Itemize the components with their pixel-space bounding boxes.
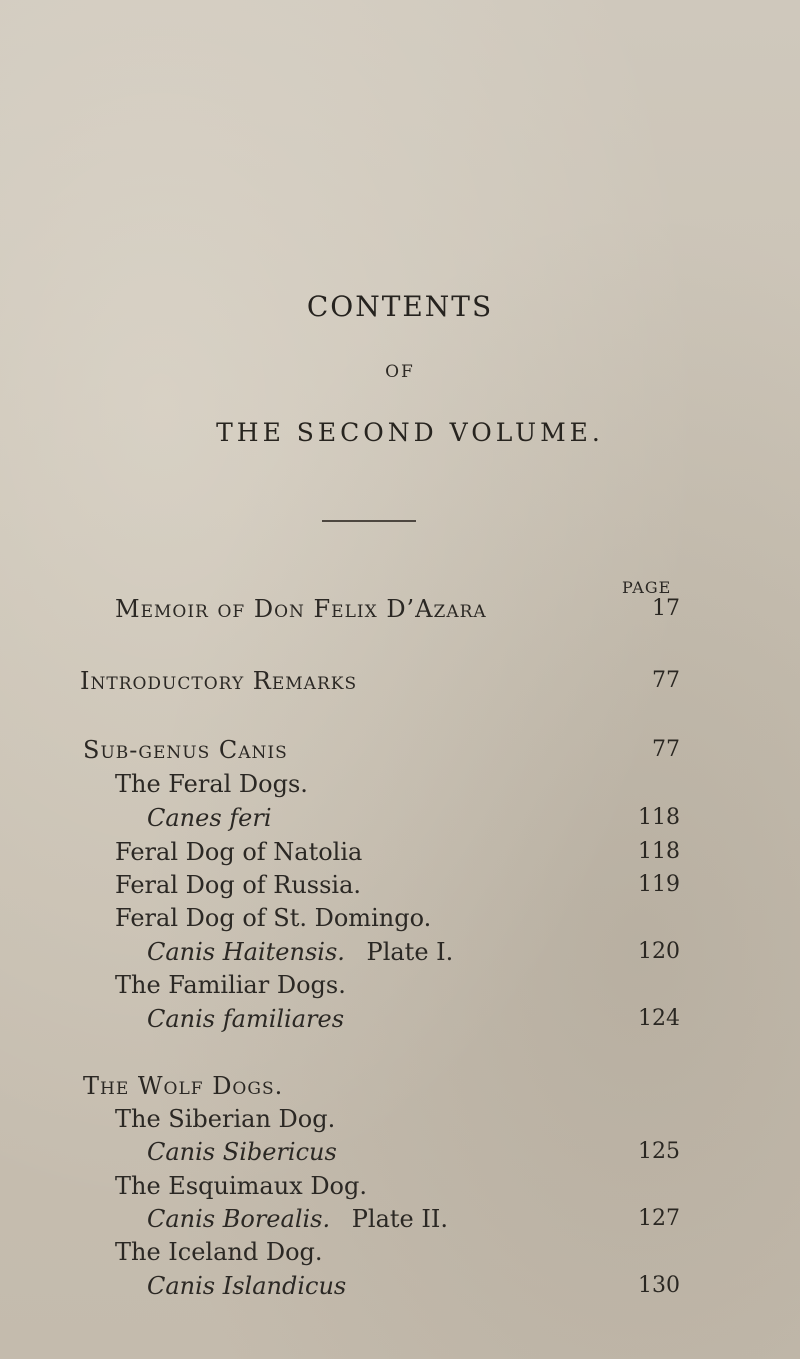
toc-entry-title: Canis Sibericus bbox=[147, 1138, 337, 1166]
toc-entry-title: Feral Dog of Natolia bbox=[115, 838, 363, 866]
toc-entry bbox=[0, 1203, 800, 1235]
toc-entry-title: The Wolf Dogs. bbox=[83, 1072, 284, 1100]
toc-entry-title: The Familiar Dogs. bbox=[115, 971, 346, 999]
toc-entry bbox=[0, 869, 800, 901]
contents-of: OF bbox=[385, 362, 415, 382]
toc-entry-title: Feral Dog of St. Domingo. bbox=[115, 904, 432, 932]
toc-subheading bbox=[0, 1236, 800, 1268]
toc-entry-title-group bbox=[147, 936, 453, 968]
divider-rule bbox=[322, 520, 416, 522]
toc-entry-title: Memoir of Don Felix D’Azara bbox=[115, 595, 487, 623]
toc-entry-page: 120 bbox=[638, 939, 680, 964]
toc-subheading bbox=[0, 969, 800, 1001]
toc-entry bbox=[0, 665, 800, 697]
toc-entry-page: 119 bbox=[638, 872, 680, 897]
toc-entry bbox=[0, 734, 800, 766]
plate-reference: Plate II. bbox=[351, 1205, 448, 1233]
toc-entry bbox=[0, 593, 800, 625]
toc-subheading bbox=[0, 1103, 800, 1135]
toc-entry-title: Canes feri bbox=[147, 804, 272, 832]
toc-entry-title: Canis Haitensis. bbox=[147, 938, 345, 966]
toc-entry bbox=[0, 836, 800, 868]
contents-title: CONTENTS bbox=[306, 290, 494, 323]
toc-entry bbox=[0, 1003, 800, 1035]
toc-entry-page: 118 bbox=[638, 839, 680, 864]
toc-entry-page: 124 bbox=[638, 1006, 680, 1031]
toc-entry bbox=[0, 1270, 800, 1302]
toc-entry-page: 77 bbox=[652, 737, 680, 762]
toc-entry-page: 125 bbox=[638, 1139, 680, 1164]
toc-entry-page: 118 bbox=[638, 805, 680, 830]
toc-entry-title: Canis Islandicus bbox=[147, 1272, 347, 1300]
toc-entry bbox=[0, 1136, 800, 1168]
toc-entry-page: 130 bbox=[638, 1273, 680, 1298]
toc-entry-title: The Feral Dogs. bbox=[115, 770, 308, 798]
toc-entry bbox=[0, 936, 800, 968]
toc-subheading bbox=[0, 768, 800, 800]
toc-entry-page: 77 bbox=[652, 668, 680, 693]
toc-entry-title: The Iceland Dog. bbox=[115, 1238, 323, 1266]
page-column-label: PAGE bbox=[622, 578, 672, 597]
toc-section-heading bbox=[0, 1070, 800, 1102]
toc-entry-title: Canis Borealis. bbox=[147, 1205, 331, 1233]
toc-entry-title: The Esquimaux Dog. bbox=[115, 1172, 367, 1200]
toc-subheading bbox=[0, 1170, 800, 1202]
toc-entry-title: Sub-genus Canis bbox=[83, 736, 288, 764]
toc-entry-page: 17 bbox=[652, 596, 680, 621]
toc-subheading bbox=[0, 902, 800, 934]
toc-entry-title: Canis familiares bbox=[147, 1005, 345, 1033]
toc-entry-page: 127 bbox=[638, 1206, 680, 1231]
toc-entry-title-group bbox=[147, 1203, 448, 1235]
toc-entry-title: The Siberian Dog. bbox=[115, 1105, 336, 1133]
plate-reference: Plate I. bbox=[366, 938, 454, 966]
toc-entry-title: Feral Dog of Russia. bbox=[115, 871, 362, 899]
volume-title: THE SECOND VOLUME. bbox=[216, 418, 604, 447]
toc-entry bbox=[0, 802, 800, 834]
toc-entry-title: Introductory Remarks bbox=[80, 667, 358, 695]
